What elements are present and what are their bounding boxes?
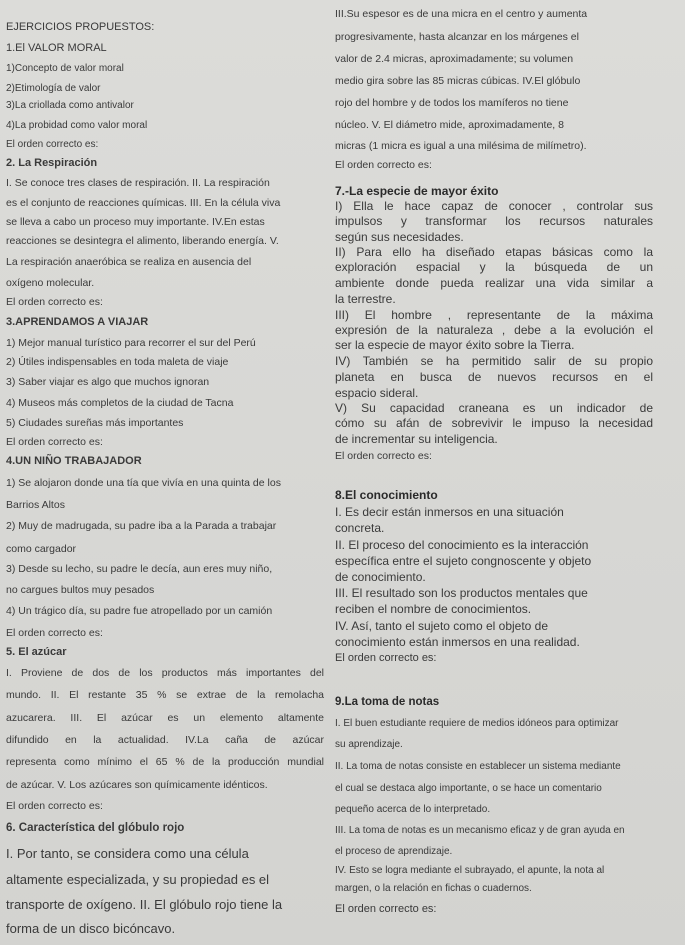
paragraph-line: IV) También se ha permitido salir de su propio	[335, 354, 653, 368]
paragraph-line: su aprendizaje.	[335, 739, 403, 750]
paragraph-line: reciben el nombre de conocimientos.	[335, 602, 532, 616]
paragraph-line: difundido en la actualidad. IV.La caña de azúcar	[6, 734, 324, 746]
paragraph-line: 1) Se alojaron donde una tía que vivía en una quinta de los	[6, 477, 281, 489]
paragraph-line: ser la especie de mayor éxito sobre la Tierra.	[335, 338, 575, 352]
list-item: 4)La probidad como valor moral	[6, 120, 148, 131]
paragraph-line: 4) Un trágico día, su padre fue atropellado por un camión	[6, 605, 273, 617]
paragraph-line: conocimiento están inmersos en una realidad.	[335, 635, 580, 649]
paragraph-line: el proceso de aprendizaje.	[335, 846, 453, 857]
paragraph-line: no cargues bultos muy pesados	[6, 584, 155, 596]
answer-prompt: El orden correcto es:	[6, 139, 99, 150]
paragraph-line: II. El proceso del conocimiento es la interacción	[335, 538, 589, 552]
paragraph-line: I. Es decir están inmersos en una situación	[335, 505, 564, 519]
paragraph-line: planeta en busca de nuevos recursos en el	[335, 370, 653, 384]
paragraph-line: IV. Esto se logra mediante el subrayado, el apunte, la nota al	[335, 865, 605, 876]
paragraph-line: expresión de la naturaleza , debe a la evolución el	[335, 323, 653, 337]
paragraph-line: micras (1 micra es igual a una milésima de milímetro).	[335, 140, 587, 152]
paragraph-line: impulsos y transformar los recursos naturales	[335, 214, 653, 228]
paragraph-line: la terrestre.	[335, 292, 396, 306]
paragraph-line: se lleva a cabo un proceso muy importante. IV.En estas	[6, 216, 265, 228]
answer-prompt: El orden correcto es:	[6, 296, 103, 308]
paragraph-line: espacio sideral.	[335, 386, 419, 400]
list-item: 2)Etimología de valor	[6, 83, 101, 94]
paragraph-line: progresivamente, hasta alcanzar en los márgenes el	[335, 31, 579, 43]
paragraph-line: forma de un disco bicóncavo.	[6, 921, 176, 936]
paragraph-line: I. El buen estudiante requiere de medios idóneos para optimizar	[335, 718, 619, 729]
paragraph-line: de incrementar su inteligencia.	[335, 432, 498, 446]
paragraph-line: concreta.	[335, 521, 385, 535]
paragraph-line: altamente especializada, y su propiedad es el	[6, 872, 270, 887]
section-7-title: 7.-La especie de mayor éxito	[335, 184, 499, 198]
list-item: 3)La criollada como antivalor	[6, 100, 134, 111]
paragraph-line: III. La toma de notas es un mecanismo eficaz y de gran ayuda en	[335, 825, 625, 836]
paragraph-line: según sus necesidades.	[335, 230, 464, 244]
answer-prompt: El orden correcto es:	[6, 627, 103, 639]
list-item: 4) Museos más completos de la ciudad de Tacna	[6, 397, 234, 409]
paragraph-line: es el conjunto de reacciones químicas. III. En la célula viva	[6, 197, 281, 209]
list-item: 2) Útiles indispensables en toda maleta de viaje	[6, 356, 229, 368]
section-2-title: 2. La Respiración	[6, 157, 98, 169]
list-item: 1) Mejor manual turístico para recorrer el sur del Perú	[6, 337, 256, 349]
answer-prompt: El orden correcto es:	[6, 800, 103, 812]
paragraph-line: valor de 2.4 micras, aproximadamente; su volumen	[335, 53, 574, 65]
paragraph-line: azucarera. III. El azúcar es un elemento altamente	[6, 712, 324, 724]
paragraph-line: I. Se conoce tres clases de respiración. II. La respiración	[6, 177, 270, 189]
paragraph-line: medio gira sobre las 85 micras cúbicas. IV.El glóbulo	[335, 75, 581, 87]
list-item: 5) Ciudades sureñas más importantes	[6, 417, 184, 429]
paragraph-line: 3) Desde su lecho, su padre le decía, aun eres muy niño,	[6, 563, 273, 575]
paragraph-line: IV. Así, tanto el sujeto como el objeto de	[335, 619, 549, 633]
paragraph-line: representa como mínimo el 65 % de la producción mundial	[6, 756, 324, 768]
paragraph-line: de azúcar. V. Los azúcares son químicamente idénticos.	[6, 779, 268, 791]
paragraph-line: transporte de oxígeno. II. El glóbulo rojo tiene la	[6, 897, 283, 912]
paragraph-line: III. El resultado son los productos mentales que	[335, 586, 588, 600]
paragraph-line: II) Para ello ha diseñado etapas básicas como la	[335, 245, 653, 259]
section-4-title: 4.UN NIÑO TRABAJADOR	[6, 455, 142, 467]
section-9-title: 9.La toma de notas	[335, 696, 440, 708]
paragraph-line: II. La toma de notas consiste en establecer un sistema mediante	[335, 761, 621, 772]
paragraph-line: La respiración anaeróbica se realiza en ausencia del	[6, 256, 252, 268]
paragraph-line: reacciones se desintegra el alimento, liberando energía. V.	[6, 235, 279, 247]
paragraph-line: I) Ella le hace capaz de conocer , controlar sus	[335, 199, 653, 213]
paragraph-line: pequeño acerca de lo interpretado.	[335, 804, 491, 815]
section-1-title: 1.El VALOR MORAL	[6, 42, 107, 54]
paragraph-line: 2) Muy de madrugada, su padre iba a la Parada a trabajar	[6, 520, 277, 532]
paragraph-line: de conocimiento.	[335, 570, 426, 584]
answer-prompt: El orden correcto es:	[335, 450, 432, 462]
paragraph-line: exploración espacial y la búsqueda de un	[335, 260, 653, 274]
answer-prompt: El orden correcto es:	[6, 436, 103, 448]
paragraph-line: Barrios Altos	[6, 499, 65, 511]
paragraph-line: núcleo. V. El diámetro mide, aproximadamente, 8	[335, 119, 564, 131]
paragraph-line: V) Su capacidad craneana es un indicador de	[335, 401, 653, 415]
paragraph-line: III.Su espesor es de una micra en el centro y aumenta	[335, 8, 588, 20]
answer-prompt: El orden correcto es:	[335, 903, 437, 915]
paragraph-line: cómo su afán de sobrevivir le impuso la necesidad	[335, 416, 653, 430]
answer-prompt: El orden correcto es:	[335, 652, 437, 664]
paragraph-line: como cargador	[6, 543, 77, 555]
list-item: 3) Saber viajar es algo que muchos ignoran	[6, 376, 210, 388]
paragraph-line: I. Proviene de dos de los productos más importantes del	[6, 667, 324, 679]
paragraph-line: específica entre el sujeto congnoscente y objeto	[335, 554, 592, 568]
paragraph-line: mundo. II. El restante 35 % se extrae de la remolacha	[6, 689, 324, 701]
list-item: 1)Concepto de valor moral	[6, 63, 124, 74]
paragraph-line: rojo del hombre y de todos los mamíferos no tiene	[335, 97, 569, 109]
section-3-title: 3.APRENDAMOS A VIAJAR	[6, 316, 149, 328]
section-8-title: 8.El conocimiento	[335, 488, 438, 502]
worksheet-heading: EJERCICIOS PROPUESTOS:	[6, 21, 155, 33]
paragraph-line: oxígeno molecular.	[6, 277, 95, 289]
section-5-title: 5. El azúcar	[6, 646, 67, 658]
paragraph-line: III) El hombre , representante de la máxima	[335, 308, 653, 322]
paragraph-line: I. Por tanto, se considera como una célula	[6, 846, 249, 861]
paragraph-line: margen, o la relación en fichas o cuadernos.	[335, 883, 532, 894]
paragraph-line: ambiente donde pueda realizar una vida similar a	[335, 276, 653, 290]
section-6-title: 6. Característica del glóbulo rojo	[6, 822, 185, 834]
paragraph-line: el cual se destaca algo importante, o se hace un comentario	[335, 783, 602, 794]
answer-prompt: El orden correcto es:	[335, 159, 432, 171]
